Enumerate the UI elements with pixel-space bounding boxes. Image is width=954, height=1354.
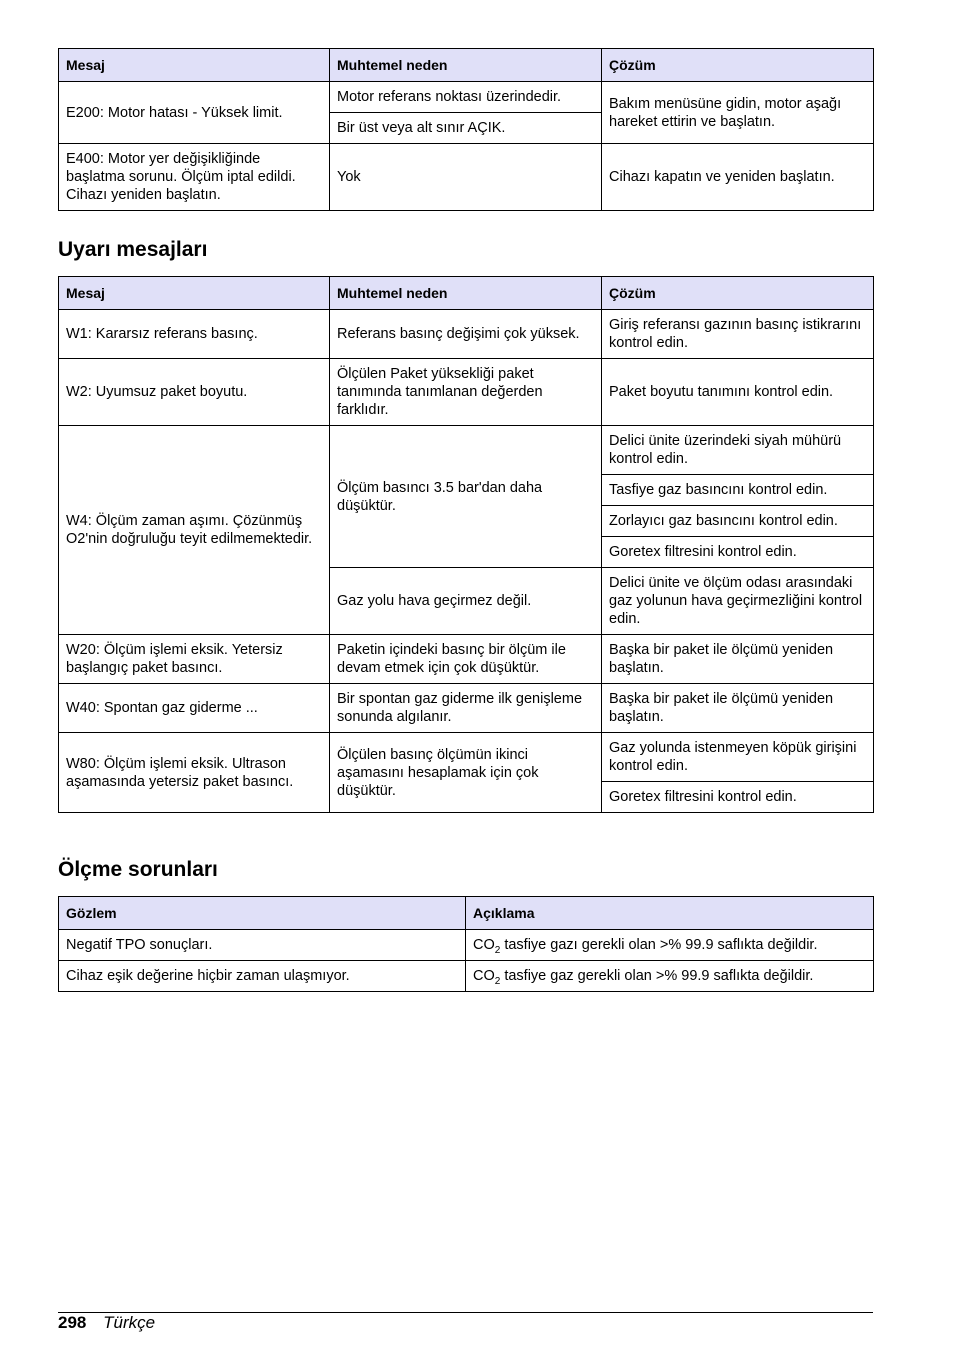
w4-message: W4: Ölçüm zaman aşımı. Çözünmüş O2'nin doğruluğu teyit edilmemektedir. [59,426,330,635]
section-title-warnings: Uyarı mesajları [58,238,208,261]
e200-message: E200: Motor hatası - Yüksek limit. [59,82,330,144]
e400-solution: Cihazı kapatın ve yeniden başlatın. [602,144,874,211]
w20-solution: Başka bir paket ile ölçümü yeniden başlatın. [602,635,874,684]
w80-solution-1: Gaz yolunda istenmeyen köpük girişini kontrol edin. [602,733,874,782]
table-row [59,144,874,211]
w4-cause-2: Gaz yolu hava geçirmez değil. [330,568,602,635]
w4-solution-3: Zorlayıcı gaz basıncını kontrol edin. [602,506,874,537]
w80-solution-2: Goretex filtresini kontrol edin. [602,782,874,813]
co-subscript: 2 [494,975,501,987]
e400-message: E400: Motor yer değişikliğinde başlatma sorunu. Ölçüm iptal edildi. Cihazı yeniden başlatın. [59,144,330,211]
e200-solution: Bakım menüsüne gidin, motor aşağı hareket ettirin ve başlatın. [602,82,874,144]
w4-cause-1: Ölçüm basıncı 3.5 bar'dan daha düşüktür. [330,426,602,568]
table-row [59,961,874,992]
table-row [59,733,874,782]
e400-cause: Yok [330,144,602,211]
explanation-text: tasfiye gaz gerekli olan >% 99.9 saflıkta değildir. [500,968,814,984]
explanation-cell [466,930,874,961]
w2-cause: Ölçülen Paket yüksekliği paket tanımında tanımlanan değerden farklıdır. [330,359,602,426]
table-row [59,310,874,359]
w4-solution-4: Goretex filtresini kontrol edin. [602,537,874,568]
header-mesaj: Mesaj [59,49,330,82]
explanation-cell [466,961,874,992]
observation-cell: Cihaz eşik değerine hiçbir zaman ulaşmıyor. [59,961,466,992]
header-muhtemel-neden: Muhtemel neden [330,277,602,310]
footer-language: Türkçe [103,1313,156,1332]
table-row [59,684,874,733]
w80-cause: Ölçülen basınç ölçümün ikinci aşamasını hesaplamak için çok düşüktür. [330,733,602,813]
table-row [59,635,874,684]
w1-solution: Giriş referansı gazının basınç istikrarını kontrol edin. [602,310,874,359]
w2-message: W2: Uyumsuz paket boyutu. [59,359,330,426]
header-muhtemel-neden: Muhtemel neden [330,49,602,82]
w4-solution-1: Delici ünite üzerindeki siyah mühürü kontrol edin. [602,426,874,475]
footer-divider [58,1312,873,1313]
table-header-row [59,49,874,82]
error-table [58,48,874,211]
measurement-table [58,896,874,992]
page-footer [58,1313,155,1333]
section-title-measurement: Ölçme sorunları [58,858,218,881]
e200-cause-1: Motor referans noktası üzerindedir. [330,82,602,113]
w20-cause: Paketin içindeki basınç bir ölçüm ile devam etmek için çok düşüktür. [330,635,602,684]
table-header-row [59,897,874,930]
co-subscript: 2 [494,944,501,956]
w2-solution: Paket boyutu tanımını kontrol edin. [602,359,874,426]
explanation-text: tasfiye gazı gerekli olan >% 99.9 saflıkta değildir. [500,937,818,953]
header-aciklama: Açıklama [466,897,874,930]
co-text: CO [473,968,495,984]
w20-message: W20: Ölçüm işlemi eksik. Yetersiz başlangıç paket basıncı. [59,635,330,684]
table-row [59,930,874,961]
header-mesaj: Mesaj [59,277,330,310]
table-row [59,82,874,113]
table-header-row [59,277,874,310]
w4-solution-5: Delici ünite ve ölçüm odası arasındaki gaz yolunun hava geçirmezliğini kontrol edin. [602,568,874,635]
w1-message: W1: Kararsız referans basınç. [59,310,330,359]
w80-message: W80: Ölçüm işlemi eksik. Ultrason aşamasında yetersiz paket basıncı. [59,733,330,813]
w40-cause: Bir spontan gaz giderme ilk genişleme sonunda algılanır. [330,684,602,733]
page-number: 298 [58,1313,87,1332]
header-gozlem: Gözlem [59,897,466,930]
header-cozum: Çözüm [602,277,874,310]
w1-cause: Referans basınç değişimi çok yüksek. [330,310,602,359]
co-text: CO [473,937,495,953]
e200-cause-2: Bir üst veya alt sınır AÇIK. [330,113,602,144]
warnings-table [58,276,874,813]
table-row [59,359,874,426]
w40-message: W40: Spontan gaz giderme ... [59,684,330,733]
w4-solution-2: Tasfiye gaz basıncını kontrol edin. [602,475,874,506]
w40-solution: Başka bir paket ile ölçümü yeniden başlatın. [602,684,874,733]
observation-cell: Negatif TPO sonuçları. [59,930,466,961]
header-cozum: Çözüm [602,49,874,82]
table-row [59,426,874,475]
